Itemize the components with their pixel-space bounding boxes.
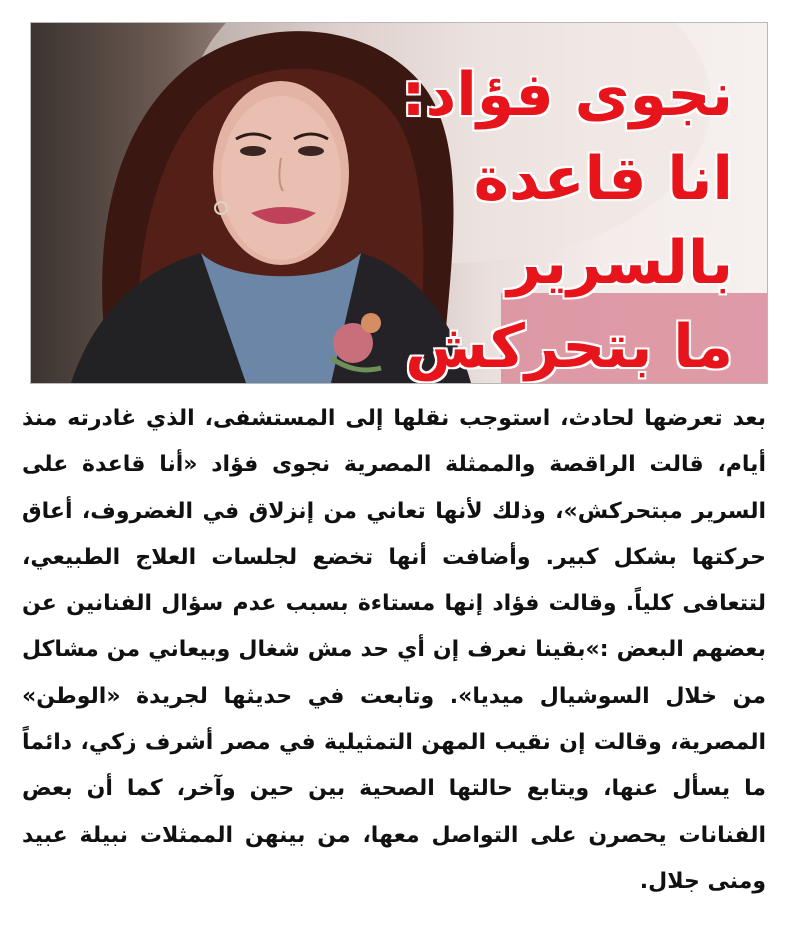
headline-line: نجوى فؤاد:	[401, 60, 733, 130]
article-photo	[30, 22, 768, 384]
headline	[401, 53, 733, 384]
headline-line: انا قاعدة	[473, 144, 733, 214]
article-body: بعد تعرضها لحادث، استوجب نقلها إلى المستشفى، الذي غادرته منذ أيام، قالت الراقصة والممثلة المصرية نجوى فؤاد «أنا قاعدة على السرير مبتحركش»، وذلك لأنها تعاني من إنزلاق في الغضروف، أعاق حركتها بشكل كبير. وأضافت أنها تخضع لجلسات العلاج الطبيعي، لتتعافى كلياً. وقالت فؤاد إنها مستاءة بسبب عدم سؤال الفنانين عن بعضهم البعض :»بقينا نعرف إن أي حد مش شغال وبيعاني من مشاكل من خلال السوشيال ميديا». وتابعت في حديثها لجريدة «الوطن» المصرية، وقالت إن نقيب المهن التمثيلية في مصر أشرف زكي، دائماً ما يسأل عنها، ويتابع حالتها الصحية بين حين وآخر، كما أن بعض الفنانات يحصرن على التواصل معها، من بينهن الممثلات نبيلة عبيد ومنى جلال.	[22, 406, 766, 894]
headline-line: ما بتحركش	[405, 312, 733, 382]
headline-line: بالسرير	[507, 228, 733, 298]
